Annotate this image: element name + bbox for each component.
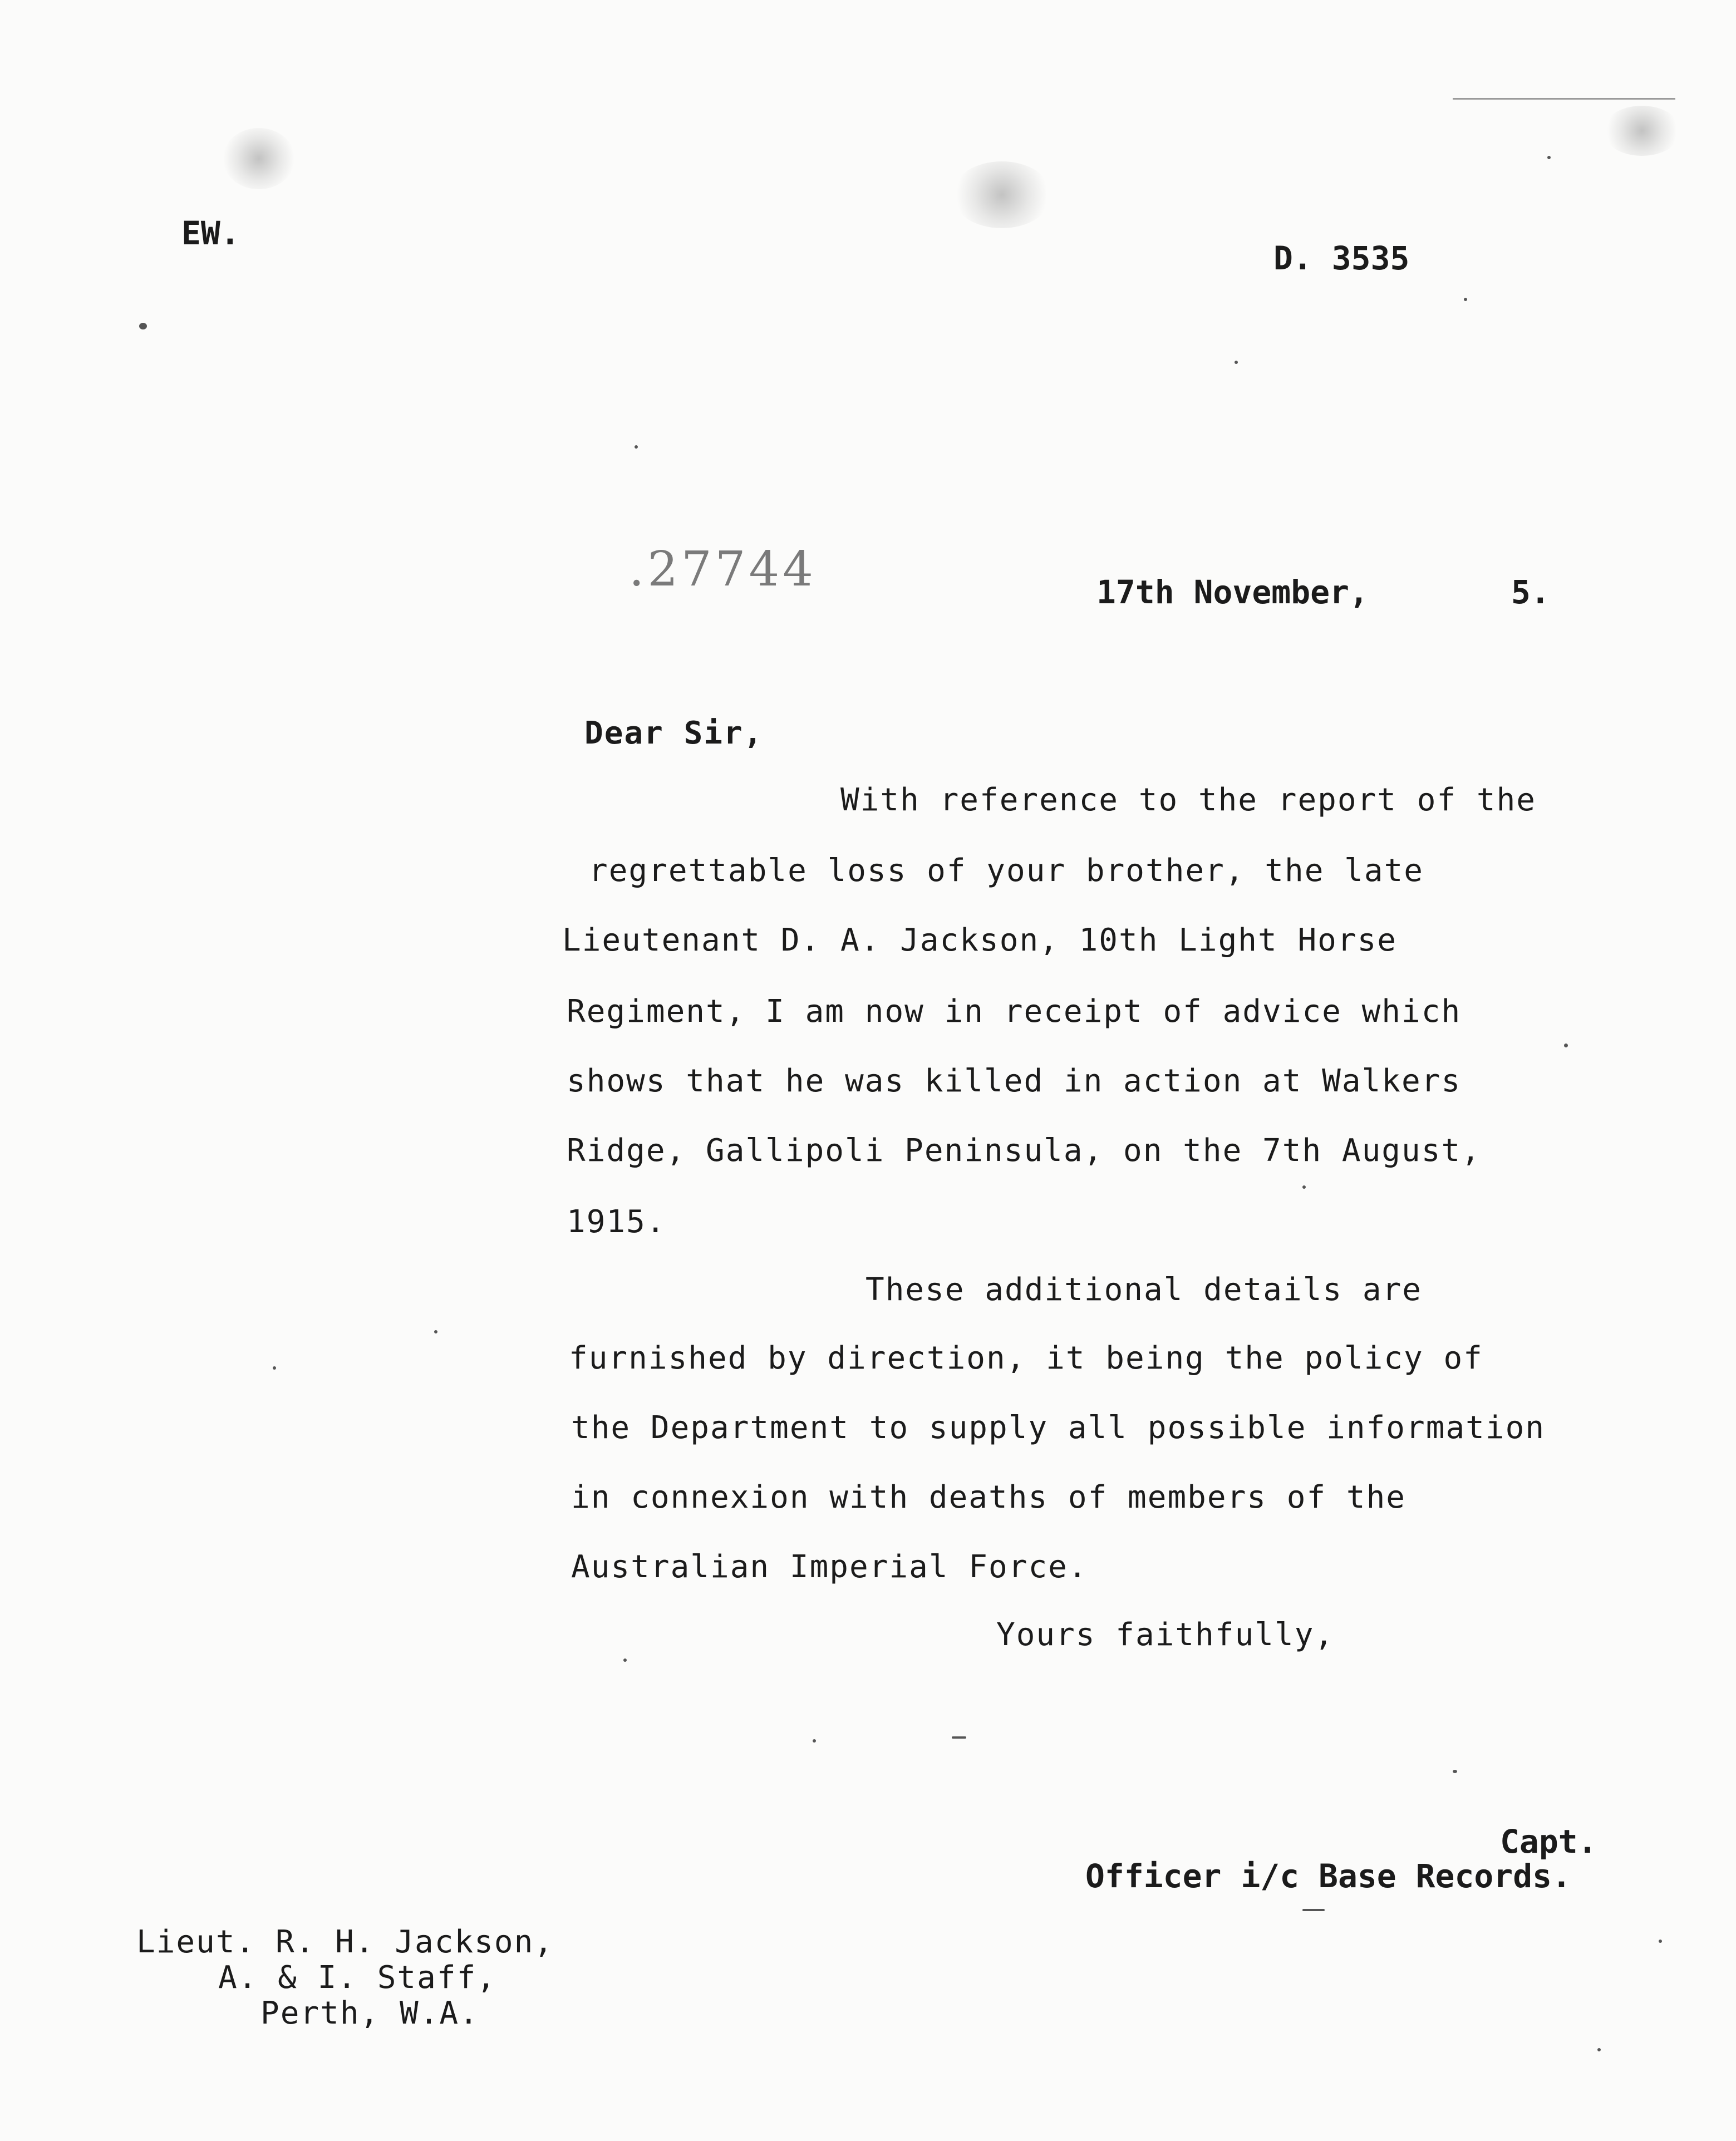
speck: [1235, 361, 1238, 364]
speck: [1302, 1185, 1306, 1189]
speck: [635, 445, 638, 449]
paragraph-1-line: With reference to the report of the: [840, 782, 1537, 818]
paragraph-2-line: These additional details are: [865, 1272, 1423, 1308]
speck: [1453, 1770, 1457, 1773]
paragraph-2-line: furnished by direction, it being the policy of: [569, 1340, 1483, 1376]
paragraph-2-line: in connexion with deaths of members of the: [571, 1479, 1406, 1515]
paragraph-2-line: Australian Imperial Force.: [571, 1549, 1088, 1585]
speck: [1302, 1909, 1325, 1911]
top-right-rule: [1453, 98, 1675, 100]
letter-date: 17th November,: [1096, 573, 1369, 611]
speck: [1464, 298, 1467, 301]
recipient-line: A. & I. Staff,: [218, 1960, 497, 1996]
speck: [139, 323, 147, 329]
speck: [434, 1330, 437, 1333]
speck: [273, 1366, 276, 1370]
typist-initials: EW.: [181, 214, 240, 252]
file-reference: D. 3535: [1273, 239, 1410, 277]
signature-title: Officer i/c Base Records.: [1085, 1857, 1571, 1895]
paragraph-1-line: Regiment, I am now in receipt of advice which: [567, 993, 1462, 1030]
ink-smudge: [223, 128, 295, 189]
paragraph-1-line: Lieutenant D. A. Jackson, 10th Light Horse: [562, 922, 1398, 958]
speck: [623, 1658, 627, 1662]
speck: [1659, 1940, 1662, 1943]
recipient-line: Lieut. R. H. Jackson,: [136, 1924, 554, 1960]
paragraph-2-line: the Department to supply all possible information: [571, 1410, 1546, 1446]
registration-stamp: .27744: [629, 542, 817, 597]
speck: [1547, 156, 1551, 159]
signature-rank: Capt.: [1500, 1823, 1597, 1861]
salutation: Dear Sir,: [584, 715, 764, 751]
speck: [1597, 2048, 1601, 2051]
speck: [952, 1736, 966, 1739]
speck: [813, 1739, 816, 1743]
letter-year: 5.: [1511, 573, 1550, 611]
closing: Yours faithfully,: [996, 1617, 1335, 1653]
paragraph-1-line: shows that he was killed in action at Walkers: [567, 1063, 1462, 1099]
paragraph-1-line: Ridge, Gallipoli Peninsula, on the 7th August,: [567, 1133, 1481, 1169]
ink-smudge: [952, 161, 1052, 228]
ink-smudge: [1603, 106, 1681, 156]
speck: [1564, 1044, 1568, 1047]
paragraph-1-line: regrettable loss of your brother, the late: [589, 853, 1424, 889]
paragraph-1-line: 1915.: [567, 1204, 666, 1240]
recipient-line: Perth, W.A.: [260, 1995, 479, 2031]
